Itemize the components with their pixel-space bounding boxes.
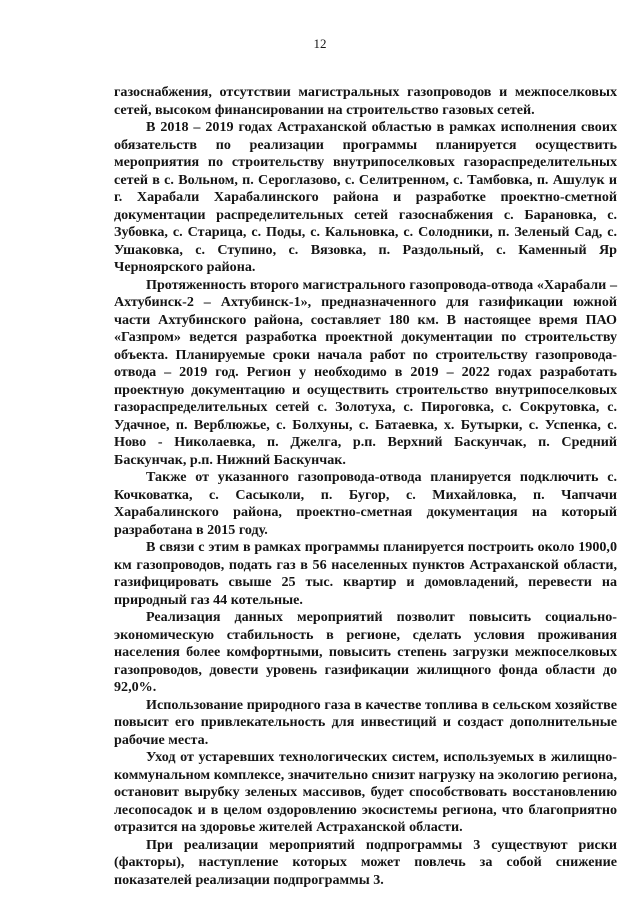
paragraph-2: В 2018 – 2019 годах Астраханской областью в рамках исполнения своих обязательств по реализации программы планируется осуществить мероприятия по строительству внутрипоселковых газораспределительных сетей в с. Вольном, п. Сероглазово, с. Селитренном, с. Тамбовка, п. Ашулук и г. Харабали Харабалинского района и разработке проектно-сметной документации распределительных сетей газоснабжения с. Барановка, с. Зубовка, с. Старица, с. Поды, с. Кальновка, с. Солодники, п. Зеленый Сад, с. Ушаковка, с. Ступино, с. Вязовка, п. Раздольный, с. Каменный Яр Черноярского района. <box>114 119 617 275</box>
paragraph-5: В связи с этим в рамках программы планируется построить около 1900,0 км газопроводов, подать газ в 56 населенных пунктов Астраханской области, газифицировать свыше 25 тыс. квартир и домовладений, перевести на природный газ 44 котельные. <box>114 539 617 608</box>
paragraph-1: газоснабжения, отсутствии магистральных газопроводов и межпоселковых сетей, высоком финансировании на строительство газовых сетей. <box>114 84 617 118</box>
page-body <box>114 84 617 889</box>
page-number: 12 <box>313 36 327 51</box>
paragraph-7: Использование природного газа в качестве топлива в сельском хозяйстве повысит его привлекательность для инвестиций и создаст дополнительные рабочие места. <box>114 696 617 748</box>
paragraph-6: Реализация данных мероприятий позволит повысить социально-экономическую стабильность в регионе, сделать условия проживания населения более комфортными, повысить степень загрузки межпоселковых газопроводов, довести уровень газификации жилищного фонда области до 92,0%. <box>114 609 617 695</box>
paragraph-4: Также от указанного газопровода-отвода планируется подключить с. Кочковатка, с. Сасыколи, п. Бугор, с. Михайловка, п. Чапчачи Харабалинского района, проектно-сметная документация на который разработана в 2015 году. <box>114 469 617 538</box>
paragraph-8: Уход от устаревших технологических систем, используемых в жилищно-коммунальном комплексе, значительно снизит нагрузку на экологию региона, остановит вырубку зеленых массивов, будет способствовать восстановлению лесопосадок и в целом оздоровлению экосистемы региона, что благоприятно отразится на здоровье жителей Астраханской области. <box>114 749 617 835</box>
paragraph-3: Протяженность второго магистрального газопровода-отвода «Харабали – Ахтубинск-2 – Ахтубинск-1», предназначенного для газификации южной части Ахтубинского района, составляет 180 км. В настоящее время ПАО «Газпром» ведется разработка проектной документации по строительству объекта. Планируемые сроки начала работ по строительству газопровода-отвода – 2019 год. Регион у необходимо в 2019 – 2022 годах разработать проектную документацию и осуществить строительство внутрипоселковых газораспределительных сетей с. Золотуха, с. Пироговка, с. Сокрутовка, с. Удачное, п. Верблюжье, с. Болхуны, с. Батаевка, х. Бутырки, с. Успенка, с. Ново - Николаевка, п. Джелга, р.п. Верхний Баскунчак, п. Средний Баскунчак, р.п. Нижний Баскунчак. <box>114 276 617 468</box>
paragraph-9: При реализации мероприятий подпрограммы 3 существуют риски (факторы), наступление которых может повлечь за собой снижение показателей реализации подпрограммы 3. <box>114 836 617 888</box>
